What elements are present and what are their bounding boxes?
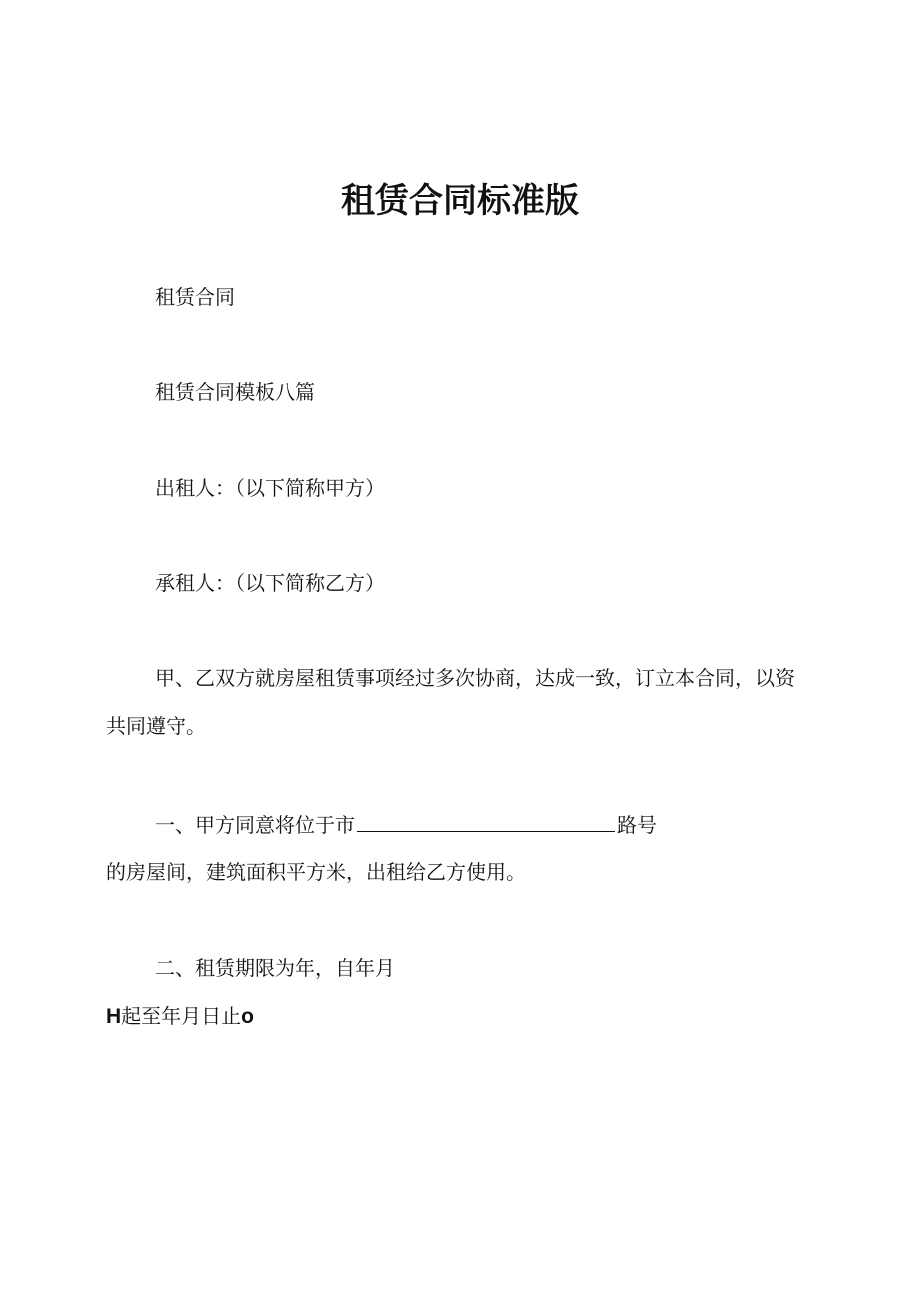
- heading-template: 租赁合同模板八篇: [155, 380, 315, 404]
- clause1-line2: 的房屋间，建筑面积平方米，出租给乙方使用。: [106, 860, 526, 884]
- clause2-line2: [106, 1003, 254, 1030]
- clause2-prefix-char: H: [106, 1005, 122, 1028]
- clause2-line1: 二、租赁期限为年，自年月: [155, 956, 395, 980]
- lessee-line: 承租人：（以下简称乙方）: [155, 571, 385, 595]
- document-title: 租赁合同标准版: [341, 181, 579, 221]
- heading-contract: 租赁合同: [155, 285, 235, 309]
- clause1-text-start: 一、甲方同意将位于市: [155, 813, 355, 837]
- clause1-line1: [155, 811, 657, 838]
- intro-paragraph-line1: 甲、乙双方就房屋租赁事项经过多次协商，达成一致，订立本合同，以资: [155, 666, 795, 690]
- address-blank-line: [357, 811, 615, 832]
- clause1-text-end: 路号: [617, 813, 657, 837]
- clause2-suffix-char: o: [241, 1005, 254, 1028]
- clause2-body: 起至年月日止: [121, 1004, 242, 1028]
- intro-paragraph-line2: 共同遵守。: [106, 714, 206, 738]
- lessor-line: 出租人：（以下简称甲方）: [155, 476, 385, 500]
